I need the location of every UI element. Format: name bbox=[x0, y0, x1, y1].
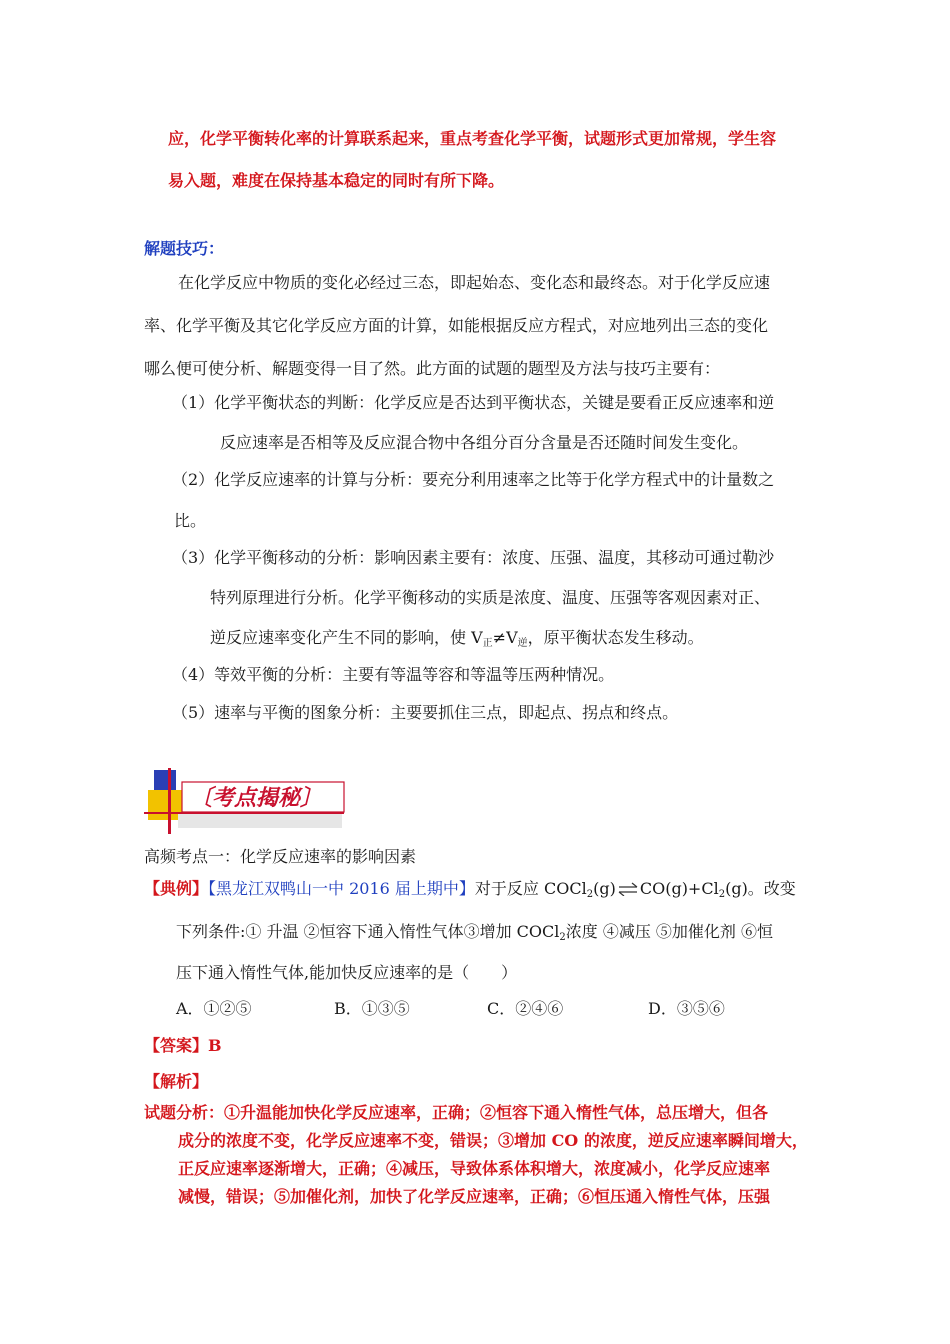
tips-item-1-line-1: （1）化学平衡状态的判断：化学反应是否达到平衡状态，关键是要看正反应速率和逆 bbox=[172, 393, 775, 412]
analysis-line-4: 减慢，错误；⑤加催化剂，加快了化学反应速率，正确；⑥恒压通入惰性气体，压强 bbox=[178, 1187, 771, 1206]
kaodian-jiemi-banner bbox=[144, 766, 354, 836]
analysis-line-1: 试题分析：①升温能加快化学反应速率，正确；②恒容下通入惰性气体，总压增大，但各 bbox=[144, 1103, 769, 1122]
tips-item-2-line-1: （2）化学反应速率的计算与分析：要充分利用速率之比等于化学方程式中的计量数之 bbox=[172, 470, 775, 489]
line2-a: 下列条件:① 升温 ②恒容下通入惰性气体③增加 COCl bbox=[176, 922, 560, 941]
intro-line-2: 易入题，难度在保持基本稳定的同时有所下降。 bbox=[168, 171, 505, 190]
stem-sub-2b: 2 bbox=[718, 889, 726, 900]
stem-d: (g)。改变 bbox=[725, 879, 796, 898]
option-b: B．①③⑤ bbox=[334, 999, 410, 1018]
tips-para-line-3: 哪么便可使分析、解题变得一目了然。此方面的试题的题型及方法与技巧主要有： bbox=[144, 359, 721, 378]
topic-title: 高频考点一：化学反应速率的影响因素 bbox=[144, 847, 417, 866]
tips-item-3-line-3 bbox=[210, 627, 704, 655]
stem-sub-2: 2 bbox=[586, 889, 594, 900]
option-a: A．①②⑤ bbox=[176, 999, 252, 1018]
example-line-1 bbox=[144, 878, 796, 906]
equilibrium-arrow-icon bbox=[617, 882, 639, 896]
banner-shadow bbox=[178, 814, 342, 828]
option-d: D．③⑤⑥ bbox=[648, 999, 725, 1018]
item3-text-a: 逆反应速率变化产生不同的影响，使 V bbox=[210, 628, 483, 647]
banner-yellow-block bbox=[148, 790, 182, 820]
banner-title: 〔考点揭秘〕 bbox=[190, 785, 323, 811]
tips-item-4: （4）等效平衡的分析：主要有等温等容和等温等压两种情况。 bbox=[172, 665, 615, 684]
example-tag: 【典例】 bbox=[144, 879, 209, 898]
tips-item-3-line-2: 特列原理进行分析。化学平衡移动的实质是浓度、温度、压强等客观因素对正、 bbox=[210, 588, 771, 607]
answer-line bbox=[144, 1035, 222, 1057]
tips-para-line-2: 率、化学平衡及其它化学反应方面的计算，如能根据反应方程式，对应地列出三态的变化 bbox=[144, 316, 769, 335]
line2-b: 浓度 ④减压 ⑤加催化剂 ⑥恒 bbox=[565, 922, 774, 941]
intro-line-1: 应，化学平衡转化率的计算联系起来，重点考查化学平衡，试题形式更加常规，学生容 bbox=[168, 129, 777, 148]
banner-red-vertical bbox=[168, 768, 171, 834]
tips-item-5: （5）速率与平衡的图象分析：主要要抓住三点，即起点、拐点和终点。 bbox=[172, 703, 679, 722]
example-line-3: 压下通入惰性气体,能加快反应速率的是（ ） bbox=[176, 963, 518, 982]
tips-item-2-line-2: 比。 bbox=[174, 511, 207, 530]
answer-tag: 【答案】 bbox=[144, 1036, 209, 1055]
not-equal-v: ≠V bbox=[492, 628, 518, 647]
tips-para-line-1: 在化学反应中物质的变化必经过三态，即起始态、变化态和最终态。对于化学反应速 bbox=[178, 273, 771, 292]
example-line-2 bbox=[176, 921, 773, 949]
stem-c: CO(g)+Cl bbox=[639, 879, 719, 898]
stem-a: 对于反应 COCl bbox=[474, 879, 587, 898]
analysis-tag: 【解析】 bbox=[144, 1072, 209, 1091]
tips-item-1-line-2: 反应速率是否相等及反应混合物中各组分百分含量是否还随时间发生变化。 bbox=[220, 433, 749, 452]
banner-graphic bbox=[144, 766, 354, 836]
analysis-line-2: 成分的浓度不变，化学反应速率不变，错误；③增加 CO 的浓度，逆反应速率瞬间增大， bbox=[178, 1131, 808, 1150]
v-reverse-subscript: 逆 bbox=[517, 638, 528, 649]
tips-heading: 解题技巧： bbox=[144, 239, 225, 258]
option-c: C．②④⑥ bbox=[487, 999, 564, 1018]
answer-value: B bbox=[208, 1036, 222, 1055]
stem-b: (g) bbox=[593, 879, 616, 898]
tips-item-3-line-1: （3）化学平衡移动的分析：影响因素主要有：浓度、压强、温度，其移动可通过勒沙 bbox=[172, 548, 775, 567]
line2-sub: 2 bbox=[559, 932, 566, 943]
v-forward-subscript: 正 bbox=[482, 638, 493, 649]
analysis-line-3: 正反应速率逐渐增大，正确；④减压，导致体系体积增大，浓度减小，化学反应速率 bbox=[178, 1159, 771, 1178]
example-source: 【黑龙江双鸭山一中 2016 届上期中】 bbox=[208, 879, 475, 898]
item3-text-b: ，原平衡状态发生移动。 bbox=[527, 628, 704, 647]
